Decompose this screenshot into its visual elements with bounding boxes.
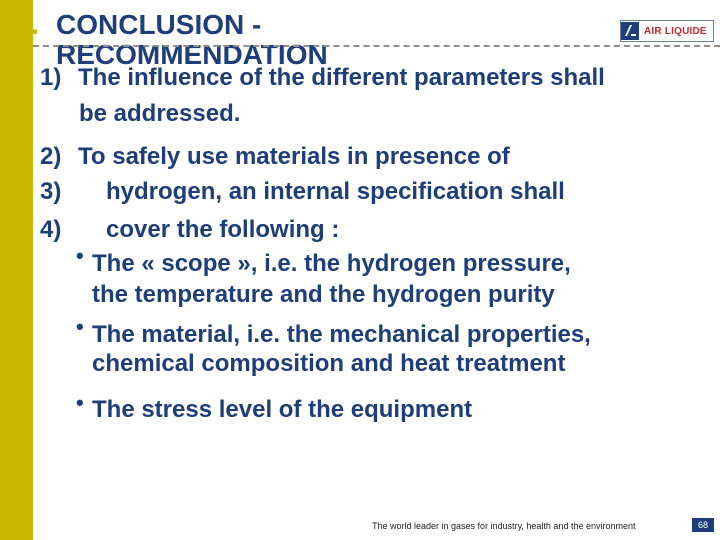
- footer-tagline: The world leader in gases for industry, health and the environment: [372, 521, 636, 531]
- list-item-1-continued: be addressed.: [79, 100, 241, 127]
- logo-icon: [621, 22, 639, 40]
- page-number: 68: [692, 518, 714, 532]
- item-number: 3): [40, 178, 62, 205]
- logo-wordmark: AIR LIQUIDE: [644, 25, 707, 37]
- slide-header: [0, 0, 720, 70]
- bullet-3-line-1: The stress level of the equipment: [92, 396, 473, 423]
- item-text: hydrogen, an internal specification shall: [106, 178, 565, 205]
- title-line-1: CONCLUSION -: [56, 9, 262, 40]
- bullet-icon: •: [76, 314, 84, 339]
- bullet-1-line-1: The « scope », i.e. the hydrogen pressure,: [92, 250, 571, 277]
- bullet-icon: •: [76, 243, 84, 268]
- company-logo: [620, 20, 714, 42]
- bullet-1-line-2: the temperature and the hydrogen purity: [92, 281, 555, 308]
- item-text: The influence of the different parameters shall: [78, 64, 605, 91]
- item-number: 4): [40, 216, 62, 243]
- side-accent-bar: [0, 0, 33, 540]
- bullet-2-line-1: The material, i.e. the mechanical properties,: [92, 321, 591, 348]
- item-text: To safely use materials in presence of: [78, 143, 510, 170]
- list-item-4: [40, 216, 339, 245]
- title-line-2: RECOMMENDATION: [56, 38, 328, 70]
- list-item-2: [40, 143, 510, 172]
- section-number: 8.: [14, 8, 40, 41]
- bullet-2-line-2: chemical composition and heat treatment: [92, 350, 566, 377]
- list-item-3: [40, 178, 565, 207]
- item-number: 1): [40, 64, 62, 91]
- bullet-icon: •: [76, 390, 84, 415]
- slide-title: [56, 10, 476, 69]
- header-divider: [33, 45, 720, 47]
- item-number: 2): [40, 143, 62, 170]
- item-text: cover the following :: [106, 216, 340, 243]
- list-item-1: [40, 64, 605, 93]
